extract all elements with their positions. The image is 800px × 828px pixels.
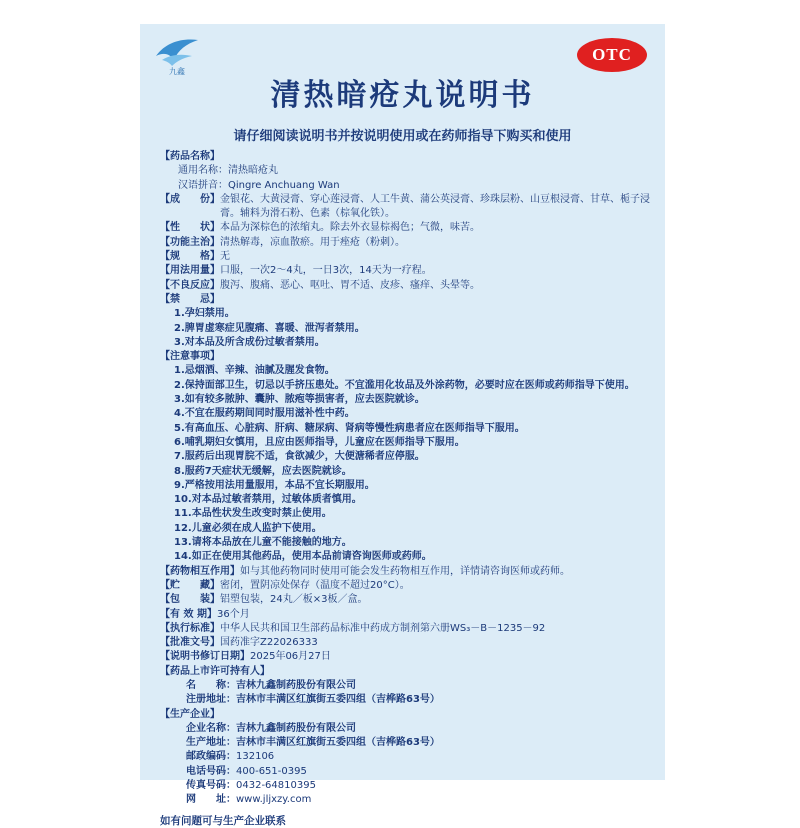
pinyin-label: 汉语拼音： <box>178 179 228 191</box>
standard-row <box>160 622 658 636</box>
specification-value: 无 <box>220 251 230 263</box>
precaution-item: 1.忌烟酒、辛辣、油腻及腥发食物。 <box>174 365 335 377</box>
precaution-item: 4.不宜在服药期间同时服用滋补性中药。 <box>174 408 355 420</box>
holder-address-value: 吉林市丰满区红旗街五委四组（吉桦路63号） <box>236 694 440 706</box>
indications-value: 清热解毒，凉血散瘀。用于痤疮（粉刺）。 <box>220 236 405 248</box>
specification-row <box>160 250 658 264</box>
pinyin-value: Qingre Anchuang Wan <box>228 179 340 191</box>
precaution-item: 6.哺乳期妇女慎用，且应由医师指导，儿童应在医师指导下服用。 <box>174 436 465 448</box>
standard-value: 中华人民共和国卫生部药品标准中药成方制剂第六册WS₃－B－1235－92 <box>220 622 546 634</box>
storage-row <box>160 579 658 593</box>
holder-name-row <box>160 679 658 693</box>
pinyin-row <box>160 179 658 193</box>
precaution-item: 8.服药7天症状无缓解，应去医院就诊。 <box>174 465 352 477</box>
generic-name-label: 通用名称： <box>178 165 228 177</box>
approval-label: 【批准文号】 <box>160 637 220 649</box>
manufacturer-address-value: 吉林市丰满区红旗街五委四组（吉桦路63号） <box>236 737 440 749</box>
generic-name-value: 清热暗疮丸 <box>228 165 278 177</box>
contraindication-item: 3.对本品及所含成份过敏者禁用。 <box>174 336 325 348</box>
holder-name-value: 吉林九鑫制药股份有限公司 <box>236 679 356 691</box>
properties-label: 【性 状】 <box>160 222 220 234</box>
holder-address-label: 注册地址： <box>186 694 236 706</box>
contraindications-header: 【禁 忌】 <box>160 293 220 305</box>
approval-row <box>160 636 658 650</box>
package-row <box>160 593 658 607</box>
manufacturer-header: 【生产企业】 <box>160 708 220 720</box>
logo-text: 九鑫 <box>169 67 185 76</box>
precaution-item: 14.如正在使用其他药品，使用本品前请咨询医师或药师。 <box>174 551 432 563</box>
contraindication-item: 2.脾胃虚寒症见腹痛、喜暖、泄泻者禁用。 <box>174 322 365 334</box>
dosage-value: 口服，一次2～4丸，一日3次，14天为一疗程。 <box>220 265 432 277</box>
ingredients-value: 金银花、大黄浸膏、穿心莲浸膏、人工牛黄、蒲公英浸膏、珍珠层粉、山豆根浸膏、甘草、栀子浸膏。辅料为滑石粉、色素（棕氧化铁）。 <box>220 193 650 220</box>
phone-label: 电话号码： <box>186 765 236 777</box>
phone-value: 400-651-0395 <box>236 765 307 777</box>
precaution-item: 12.儿童必须在成人监护下使用。 <box>174 522 322 534</box>
precaution-item: 11.本品性状发生改变时禁止使用。 <box>174 508 332 520</box>
package-label: 【包 装】 <box>160 594 220 606</box>
fax-value: 0432-64810395 <box>236 780 316 792</box>
license-holder-header: 【药品上市许可持有人】 <box>160 665 270 677</box>
manufacturer-address-label: 生产地址： <box>186 737 236 749</box>
manufacturer-name-value: 吉林九鑫制药股份有限公司 <box>236 722 356 734</box>
validity-label: 【有 效 期】 <box>160 608 217 620</box>
approval-value: 国药准字Z22026333 <box>220 637 318 649</box>
phone-row <box>160 765 658 779</box>
storage-value: 密闭，置阴凉处保存（温度不超过20°C）。 <box>220 579 410 591</box>
precaution-item: 5.有高血压、心脏病、肝病、糖尿病、肾病等慢性病患者应在医师指导下服用。 <box>174 422 525 434</box>
adverse-reactions-row <box>160 279 658 293</box>
precaution-item: 3.如有较多脓肿、囊肿、脓疱等损害者，应去医院就诊。 <box>174 394 425 406</box>
indications-label: 【功能主治】 <box>160 236 220 248</box>
holder-address-row <box>160 693 658 707</box>
website-label: 网 址： <box>186 794 236 806</box>
postcode-value: 132106 <box>236 751 275 763</box>
precautions-header: 【注意事项】 <box>160 351 220 363</box>
standard-label: 【执行标准】 <box>160 622 220 634</box>
leaflet-content <box>160 150 658 828</box>
document-subtitle: 请仔细阅读说明书并按说明使用或在药师指导下购买和使用 <box>233 129 572 144</box>
storage-label: 【贮 藏】 <box>160 579 220 591</box>
postcode-label: 邮政编码： <box>186 751 236 763</box>
website-row <box>160 793 658 807</box>
contraindication-item: 1.孕妇禁用。 <box>174 308 235 320</box>
revision-date-row <box>160 650 658 664</box>
dosage-row <box>160 264 658 278</box>
dosage-label: 【用法用量】 <box>160 265 220 277</box>
adverse-reactions-value: 腹泻、腹痛、恶心、呕吐、胃不适、皮疹、瘙痒、头晕等。 <box>220 279 480 291</box>
fax-label: 传真号码： <box>186 780 236 792</box>
validity-value: 36个月 <box>216 608 250 620</box>
ingredients-label: 【成 份】 <box>160 193 220 205</box>
properties-row <box>160 221 658 235</box>
ingredients-row <box>160 193 658 222</box>
precaution-item: 7.服药后出现胃脘不适，食欲减少，大便溏稀者应停服。 <box>174 451 425 463</box>
holder-name-label: 名 称： <box>186 679 236 691</box>
postcode-row <box>160 750 658 764</box>
package-value: 铝塑包装，24丸／板×3板／盒。 <box>220 594 368 606</box>
precaution-item: 2.保持面部卫生，切忌以手挤压患处。不宜滥用化妆品及外涂药物，必要时应在医师或药师指导下使用。 <box>174 379 635 391</box>
interactions-row <box>160 565 658 579</box>
manufacturer-name-row <box>160 722 658 736</box>
drug-name-header: 【药品名称】 <box>160 151 220 162</box>
precaution-item: 9.严格按用法用量服用，本品不宜长期服用。 <box>174 479 375 491</box>
manufacturer-address-row <box>160 736 658 750</box>
document-title: 清热暗疮丸说明书 <box>270 78 535 113</box>
manufacturer-name-label: 企业名称： <box>186 722 236 734</box>
precaution-item: 13.请将本品放在儿童不能接触的地方。 <box>174 537 352 549</box>
specification-label: 【规 格】 <box>160 251 220 263</box>
precaution-item: 10.对本品过敏者禁用，过敏体质者慎用。 <box>174 494 362 506</box>
interactions-value: 如与其他药物同时使用可能会发生药物相互作用，详情请咨询医师或药师。 <box>240 565 570 577</box>
otc-badge: OTC <box>577 38 647 72</box>
leaflet-page <box>140 24 665 827</box>
indications-row <box>160 236 658 250</box>
generic-name-row <box>160 164 658 178</box>
interactions-label: 【药物相互作用】 <box>160 565 240 577</box>
fax-row <box>160 779 658 793</box>
properties-value: 本品为深棕色的浓缩丸。除去外衣显棕褐色；气微，味苦。 <box>220 222 480 234</box>
validity-row <box>160 608 658 622</box>
adverse-reactions-label: 【不良反应】 <box>160 279 220 291</box>
revision-date-value: 2025年06月27日 <box>250 651 331 663</box>
footer-note: 如有问题可与生产企业联系 <box>160 814 286 827</box>
revision-date-label: 【说明书修订日期】 <box>160 651 250 663</box>
website-value: www.jljxzy.com <box>236 794 312 806</box>
